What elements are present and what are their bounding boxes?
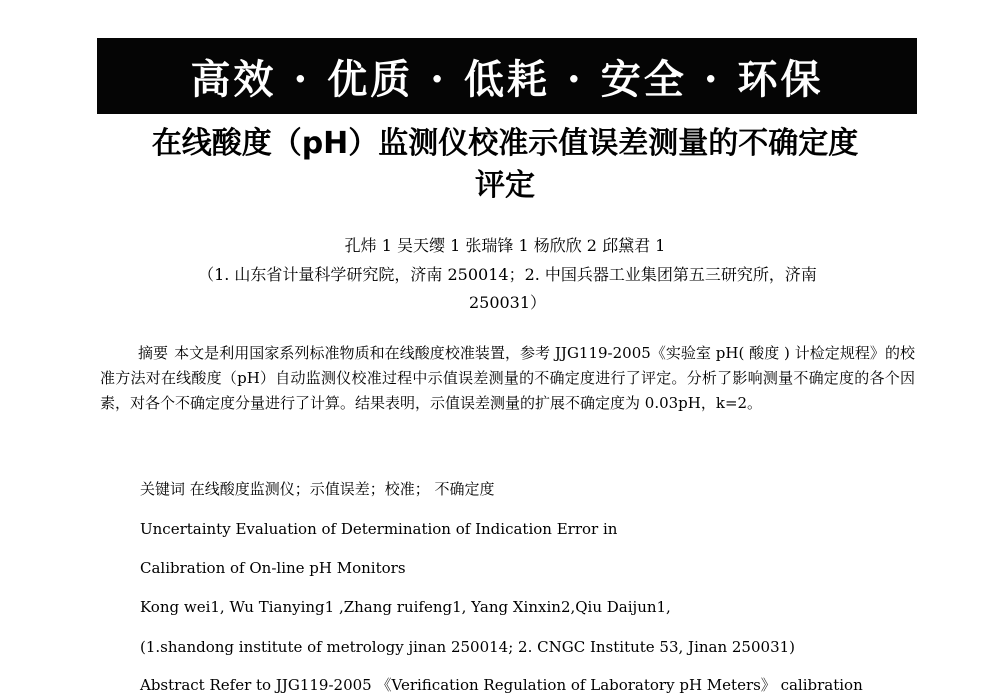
affiliation-line-1: （1. 山东省计量科学研究院，济南 250014；2. 中国兵器工业集团第五三研究所，济南 (198, 265, 817, 284)
keywords-chinese: 关键词 在线酸度监测仪；示值误差；校准； 不确定度 (140, 480, 495, 498)
affiliation (110, 261, 905, 317)
english-title-line-2: Calibration of On-line pH Monitors (140, 559, 406, 577)
english-affiliation: (1.shandong institute of metrology jinan 250014; 2. CNGC Institute 53, Jinan 250031) (140, 638, 796, 656)
journal-banner: 高效 · 优质 · 低耗 · 安全 · 环保 (97, 38, 917, 114)
abstract-chinese (100, 341, 915, 416)
paper-title (100, 123, 910, 207)
english-authors: Kong wei1, Wu Tianying1 ,Zhang ruifeng1, Yang Xinxin2,Qiu Daijun1, (140, 598, 671, 616)
english-title-line-1: Uncertainty Evaluation of Determination of Indication Error in (140, 520, 618, 538)
abstract-label: 摘要 (138, 344, 169, 362)
authors: 孔炜 1 吴天缨 1 张瑞锋 1 杨欣欣 2 邱黛君 1 (344, 236, 666, 255)
affiliation-line-2: 250031） (468, 293, 547, 312)
paper-title-line-2: 评定 (475, 168, 535, 203)
paper-title-line-1: 在线酸度（pH）监测仪校准示值误差测量的不确定度 (151, 126, 859, 161)
english-abstract: Abstract Refer to JJG119-2005 《Verification Regulation of Laboratory pH Meters》 calibration (140, 676, 863, 694)
abstract-text: 本文是利用国家系列标准物质和在线酸度校准装置，参考 JJG119-2005《实验室 pH( 酸度 ) 计检定规程》的校准方法对在线酸度（pH）自动监测仪校准过程中示值误差测量的不确定度进行了评定。分析了影响测量不确定度的各个因素，对各个不确定度分量进行了计算。结果表明，示值误差测量的扩展不确定度为 0.03pH，k=2。 (100, 344, 915, 412)
